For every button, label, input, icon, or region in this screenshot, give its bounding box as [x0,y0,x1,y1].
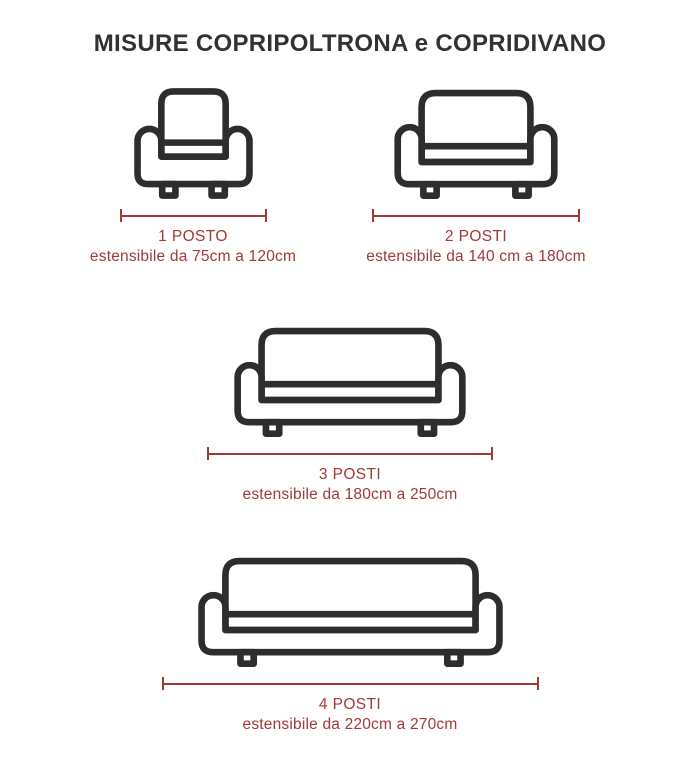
measure-line [120,209,267,222]
size-guide-page [0,30,700,759]
size-label: 4 POSTI [318,696,382,713]
size-item-3-posti [207,324,493,504]
sofa-2-seats-icon [394,86,558,201]
size-label: 1 POSTO [158,228,228,245]
size-label: 3 POSTI [318,466,382,483]
size-label: 2 POSTI [444,228,508,245]
sofa-4-seats-icon [198,554,503,669]
measure-line [162,677,539,690]
row-small-sizes [0,86,700,266]
row-large-size [0,554,700,734]
size-item-4-posti [162,554,539,734]
measure-line [372,209,580,222]
size-range: estensibile da 220cm a 270cm [242,716,458,733]
size-range: estensibile da 140 cm a 180cm [366,248,586,265]
page-title: MISURE COPRIPOLTRONA e COPRIDIVANO [93,30,607,57]
measure-line [207,447,493,460]
size-range: estensibile da 75cm a 120cm [89,248,297,265]
size-item-2-posti [361,86,591,266]
armchair-icon [134,86,253,201]
row-medium-size [0,324,700,504]
sofa-3-seats-icon [234,324,466,439]
size-item-1-posto [88,86,298,266]
size-range: estensibile da 180cm a 250cm [242,486,458,503]
